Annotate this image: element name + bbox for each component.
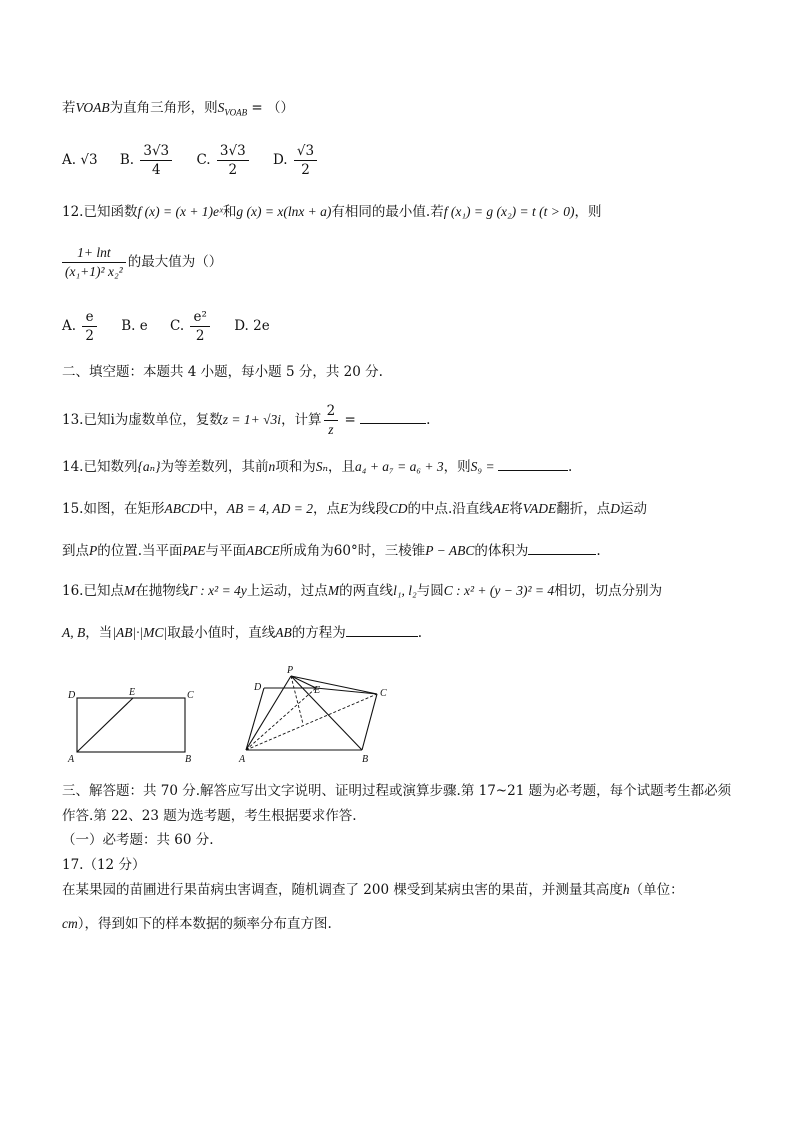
q11-option-a: A. √3 <box>62 152 98 168</box>
q13: 13.已知i为虚数单位，复数z = 1+ √3i，计算 $\frac{2}{z}$ = . <box>62 403 431 437</box>
q12-options <box>62 308 288 345</box>
q17-line1: 在某果园的苗圃进行果苗病虫害调查，随机调查了 200 棵受到某病虫害的果苗，并测量其高度h（单位： <box>62 882 684 898</box>
figure-rectangle <box>60 684 210 764</box>
q15-answer-blank[interactable] <box>528 540 596 555</box>
q14: 14.已知数列{aₙ}为等差数列，其前n项和为Sₙ，且a₄ + a₇ = a₆ + 3，则S₉ = . <box>62 456 572 477</box>
q12-option-d: D. 2e <box>234 318 270 334</box>
rectangle-abcd <box>77 698 185 752</box>
q11-option-c: C. $\frac{3√3}{2}$ <box>196 142 250 179</box>
q14-answer-blank[interactable] <box>498 456 568 471</box>
q11-option-d: D. $\frac{√3}{2}$ <box>273 142 319 179</box>
q15-line2: 到点P的位置.当平面PAE与平面ABCE所成角为60°时，三棱锥P − ABC的体积为 . <box>62 540 601 561</box>
section3-line2: 作答.第 22、23 题为选考题，考生根据要求作答. <box>62 808 357 824</box>
q11-stem: 若VOAB为直角三角形，则$S_{VOAB}$ = （） <box>62 100 294 118</box>
figure-pyramid <box>236 662 396 768</box>
q16-answer-blank[interactable] <box>346 622 418 637</box>
q15-line1: 15.如图，在矩形ABCD中，AB = 4, AD = 2，点E为线段CD的中点.沿直线AE将VADE翻折，点D运动 <box>62 501 648 517</box>
section3-subheading: （一）必考题：共 60 分. <box>62 832 214 848</box>
segment-ae <box>77 698 133 752</box>
label-c: C <box>187 690 194 701</box>
q16-line1: 16.已知点M在抛物线Γ : x² = 4y上运动，过点M的两直线l₁, l₂与圆C : x² + (y − 3)² = 4相切，切点分别为 <box>62 583 663 599</box>
label-b2: B <box>362 754 369 765</box>
label-a2: A <box>239 754 246 765</box>
q16-line2: A, B，当|AB|·|MC|取最小值时，直线AB的方程为 . <box>62 622 422 643</box>
label-c2: C <box>380 688 387 699</box>
q17-line2: cm），得到如下的样本数据的频率分布直方图. <box>62 916 332 932</box>
q12-option-a: A. $\frac{e}{2}$ <box>62 308 99 345</box>
label-e: E <box>129 687 136 698</box>
section2-heading: 二、填空题：本题共 4 小题，每小题 5 分，共 20 分. <box>62 364 383 380</box>
q11-options <box>62 142 337 179</box>
q12-stem: 12.已知函数f (x) = (x + 1)eˣ和g (x) = x(lnx + a)有相同的最小值.若f (x₁) = g (x₂) = t (t > 0)，则 <box>62 204 602 220</box>
q13-answer-blank[interactable] <box>360 409 426 424</box>
section3-line1: 三、解答题：共 70 分.解答应写出文字说明、证明过程或演算步骤.第 17~21 题为必考题，每个试题考生都必须 <box>62 783 732 799</box>
q12-option-c: C. $\frac{\text{e²}}{2}$ <box>170 308 212 345</box>
q17-heading: 17.（12 分） <box>62 857 146 873</box>
label-d: D <box>68 690 76 701</box>
q12-expression: $\frac{1+ \ln t}{\text{(x₁+1)² x₂²}}$ 的最大值为（） <box>62 244 222 281</box>
label-p: P <box>287 665 294 676</box>
q11-option-b: B. $\frac{3√3}{4}$ <box>120 142 174 179</box>
label-a: A <box>68 754 75 764</box>
q12-option-b: B. e <box>121 318 148 334</box>
label-b: B <box>185 754 192 764</box>
label-e2: E <box>314 685 321 696</box>
label-d2: D <box>254 682 262 693</box>
